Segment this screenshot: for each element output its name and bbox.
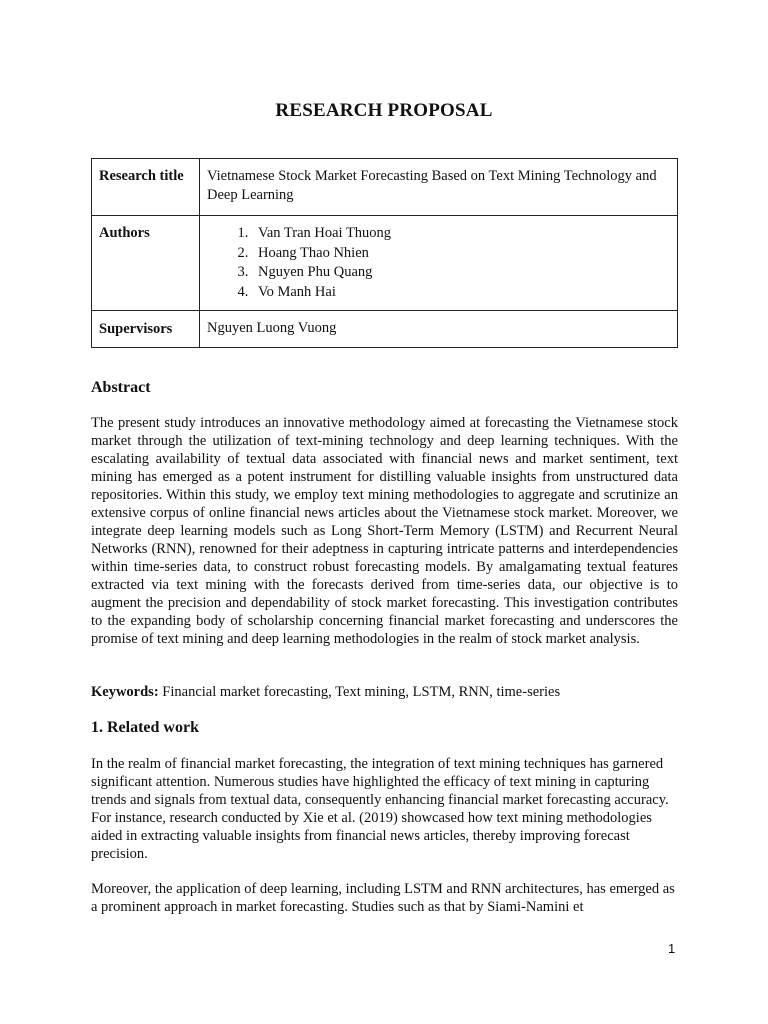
keywords-label: Keywords: [91,684,159,700]
authors-cell [200,216,678,311]
related-work-paragraph-1: In the realm of financial market forecasting, the integration of text mining techniques has garnered significant attention. Numerous studies have highlighted the efficacy of text mining in capturing trends and signals from textual data, consequently enhancing financial market forecasting accuracy. For instance, research conducted by Xie et al. (2019) showcased how text mining methodologies aided in extracting valuable insights from financial news articles, thereby improving forecast precision. [91,756,669,862]
author-item: 4. Vo Manh Hai [252,283,670,303]
abstract-text: The present study introduces an innovative methodology aimed at forecasting the Vietnamese stock market through the utilization of text-mining technology and deep learning techniques. With the escalating availability of textual data associated with financial news and market sentiment, text mining has emerged as a potent instrument for distilling valuable insights from unstructured data repositories. Within this study, we employ text mining methodologies to aggregate and scrutinize an extensive corpus of online financial news articles about the Vietnamese stock market. Moreover, we integrate deep learning models such as Long Short-Term Memory (LSTM) and Recurrent Neural Networks (RNN), renowned for their adeptness in capturing intricate patterns and interdependencies within time-series data, to construct robust forecasting models. By amalgamating textual features extracted via text mining with the forecasts derived from time-series data, our objective is to augment the precision and dependability of stock market forecasting. This investigation contributes to the expanding body of scholarship concerning financial market forecasting and underscores the promise of text mining and deep learning methodologies in the realm of stock market analysis. [91,415,678,647]
author-item: 2. Hoang Thao Nhien [252,244,670,264]
table-row [92,159,678,216]
research-title-label: Research title [92,159,200,216]
info-table [91,158,678,348]
supervisors-label: Supervisors [92,311,200,348]
authors-label: Authors [92,216,200,311]
authors-list [207,224,670,302]
keywords-text: Financial market forecasting, Text mining, LSTM, RNN, time-series [158,684,561,700]
supervisors-value: Nguyen Luong Vuong [200,311,678,348]
table-row [92,216,678,311]
related-work-paragraph-2: Moreover, the application of deep learning, including LSTM and RNN architectures, has emerged as a prominent approach in market forecasting. Studies such as that by Siami-Namini et [91,881,675,915]
document-title: RESEARCH PROPOSAL [275,100,493,121]
related-work-heading: 1. Related work [91,719,199,736]
keywords-line [91,683,678,701]
author-item: 1. Van Tran Hoai Thuong [252,224,670,244]
page-number: 1 [668,941,676,956]
author-item: 3. Nguyen Phu Quang [252,263,670,283]
research-title-value: Vietnamese Stock Market Forecasting Based on Text Mining Technology and Deep Learning [200,159,678,216]
table-row [92,311,678,348]
abstract-heading: Abstract [91,379,151,396]
